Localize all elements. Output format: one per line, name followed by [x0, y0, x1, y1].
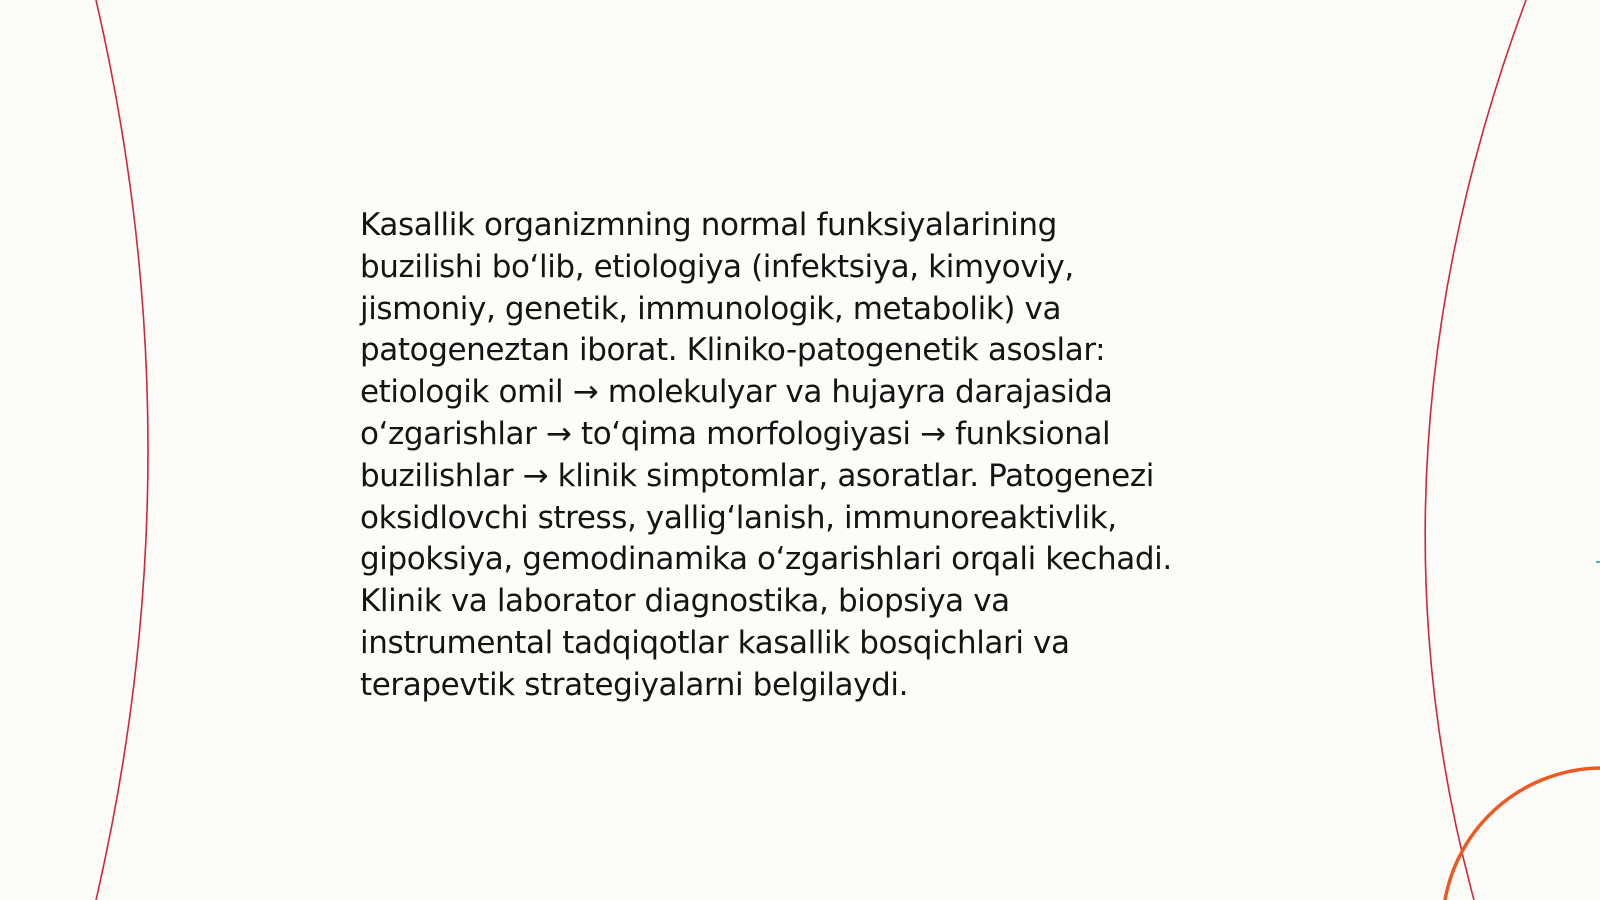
left-curve-line — [96, 0, 148, 900]
body-line: terapevtik strategiyalarni belgilaydi. — [360, 666, 909, 703]
body-line: Kasallik organizmning normal funksiyalarining — [360, 207, 1057, 243]
body-line: jismoniy, genetik, immunologik, metabolik) va — [360, 290, 1062, 327]
body-line: buzilishlar → klinik simptomlar, asoratlar. Patogenezi — [360, 457, 1154, 494]
right-curve-line — [1425, 0, 1526, 900]
body-line: buzilishi bo‘lib, etiologiya (infektsiya, kimyoviy, — [360, 248, 1074, 285]
body-line: gipoksiya, gemodinamika o‘zgarishlari orqali kechadi. — [360, 541, 1172, 578]
body-line: instrumental tadqiqotlar kasallik bosqichlari va — [360, 624, 1070, 661]
body-line: patogeneztan iborat. Kliniko-patogenetik asoslar: — [360, 332, 1106, 369]
body-line: oksidlovchi stress, yallig‘lanish, immunoreaktivlik, — [360, 499, 1117, 536]
body-paragraph — [360, 205, 1260, 707]
body-line: Klinik va laborator diagnostika, biopsiya va — [360, 583, 1010, 620]
body-line: o‘zgarishlar → to‘qima morfologiyasi → funksional — [360, 415, 1111, 452]
body-line: etiologik omil → molekulyar va hujayra darajasida — [360, 374, 1113, 411]
